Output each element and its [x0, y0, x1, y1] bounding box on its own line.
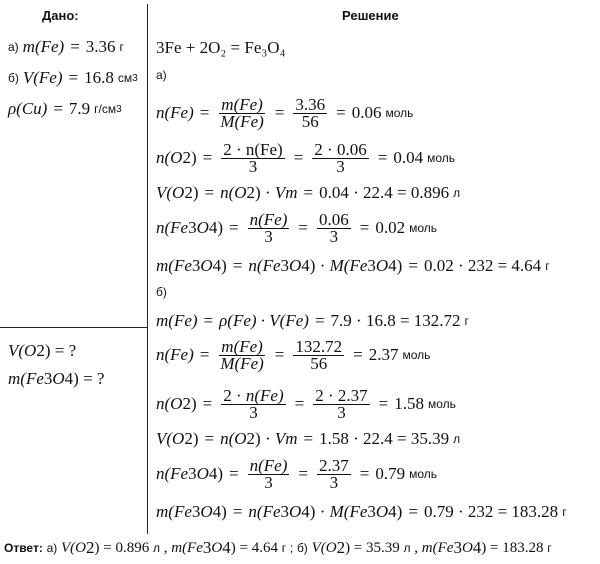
given-volume-fe: б) V(Fe) = 16.8 см 3 [8, 68, 138, 87]
a-mass-fe3o4: m(Fe 3 O 4 ) = n(Fe 3 O 4 ) · M(Fe 3 O 4 ) = 0.02 · 232 = 4.64 г [156, 256, 550, 275]
b-mass-fe3o4: m(Fe 3 O 4 ) = n(Fe 3 O 4 ) · M(Fe 3 O 4 ) = 0.79 · 232 = 183.28 г [156, 502, 567, 521]
find-mass-fe3o4: m(Fe 3 O 4 ) = ? [8, 369, 105, 388]
given-header: Дано: [42, 8, 79, 23]
given-density: ρ(Cu) = 7.9 г/см 3 [8, 99, 122, 118]
part-b-label: б) [156, 285, 167, 299]
horizontal-divider [0, 327, 147, 328]
solution-header: Решение [342, 8, 399, 23]
b-mass-fe: m(Fe) = ρ(Fe) · V(Fe) = 7.9 · 16.8 = 132.72 г [156, 311, 469, 330]
b-moles-fe: n(Fe) = $\frac{m(Fe)}{M(Fe)}$ = $\frac{132.72}{56}$ = 2.37 моль [156, 336, 431, 373]
answer-line: Ответ: а) V(O 2 ) = 0.896 л , m(Fe 3 O 4 ) = 4.64 г ; б) V(O 2 ) = 35.39 л , m(Fe 3 O 4 ) = 183.28 г [4, 538, 552, 557]
b-moles-o2: n(O 2 ) = $\frac{2 \cdot n(Fe)}{3}$ = $\frac{2 \cdot 2.37}{3}$ = 1.58 моль [156, 385, 456, 422]
b-moles-fe3o4: n(Fe 3 O 4 ) = $\frac{n(Fe)}{3}$ = $\frac{2.37}{3}$ = 0.79 моль [156, 455, 438, 492]
reaction-equation: 3Fe + 2O₂ = Fe₃O₄ [156, 38, 286, 57]
a-moles-fe: n(Fe) = $\frac{m(Fe)}{M(Fe)}$ = $\frac{3.36}{56}$ = 0.06 моль [156, 94, 414, 131]
vertical-divider [147, 4, 148, 534]
a-moles-o2: n(O 2 ) = $\frac{2 \cdot n(Fe)}{3}$ = $\frac{2 \cdot 0.06}{3}$ = 0.04 моль [156, 139, 455, 176]
b-volume-o2: V(O 2 ) = n(O 2 ) · V m = 1.58 · 22.4 = 35.39 л [156, 429, 461, 448]
find-volume-o2: V(O 2 ) = ? [8, 341, 77, 360]
part-a-label: а) [156, 68, 167, 82]
a-moles-fe3o4: n(Fe 3 O 4 ) = $\frac{n(Fe)}{3}$ = $\frac{0.06}{3}$ = 0.02 моль [156, 209, 438, 246]
a-volume-o2: V(O 2 ) = n(O 2 ) · V m = 0.04 · 22.4 = 0.896 л [156, 183, 461, 202]
given-mass-fe: а) m(Fe) = 3.36 г [8, 37, 124, 56]
